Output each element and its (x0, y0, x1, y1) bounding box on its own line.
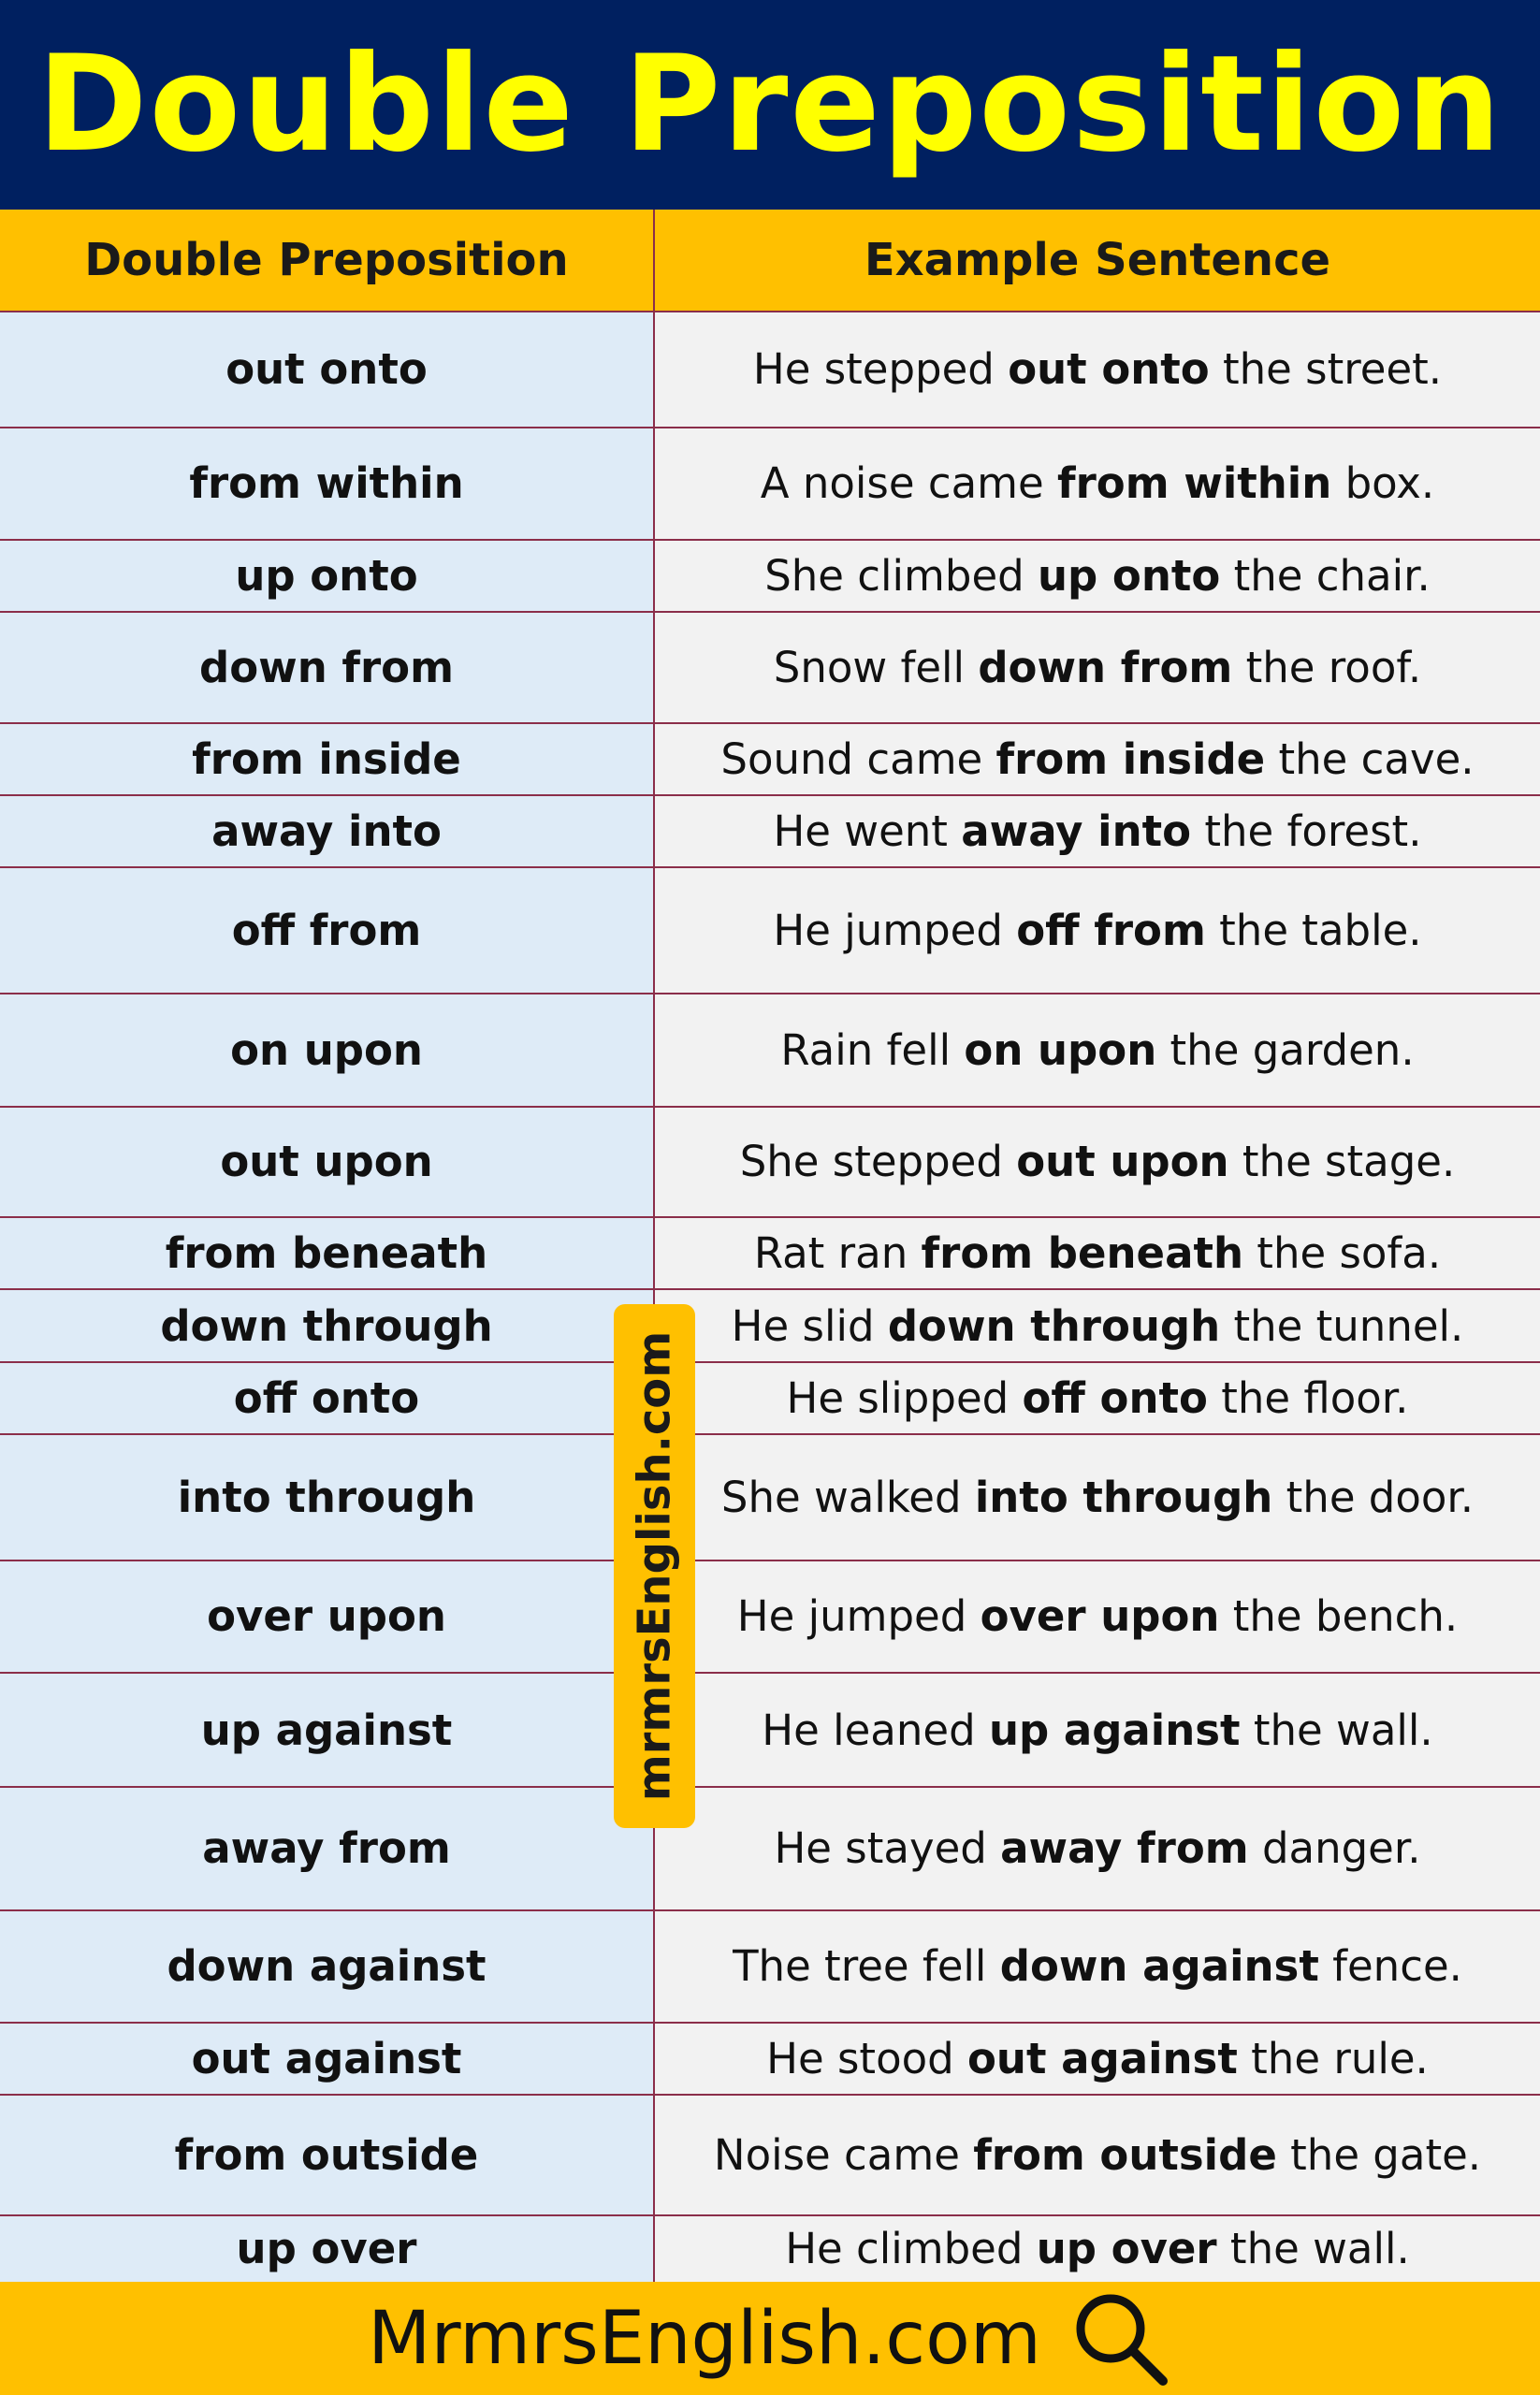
table-row (0, 1674, 1540, 1788)
example-highlight: from beneath (921, 1228, 1243, 1279)
example-cell (655, 1435, 1540, 1560)
preposition-cell: out onto (0, 312, 655, 427)
example-cell (655, 428, 1540, 539)
header-double-preposition: Double Preposition (0, 210, 655, 311)
table-row (0, 1788, 1540, 1911)
example-highlight: over upon (980, 1591, 1220, 1642)
example-cell (655, 724, 1540, 794)
example-cell (655, 1674, 1540, 1786)
table-row (0, 1290, 1540, 1362)
example-cell (655, 1788, 1540, 1909)
table-row (0, 1363, 1540, 1435)
preposition-cell: away from (0, 1788, 655, 1909)
example-after: the wall. (1240, 1705, 1433, 1755)
example-after: the chair. (1220, 551, 1431, 602)
example-before: Snow fell (773, 643, 979, 693)
example-cell (655, 312, 1540, 427)
example-before: He slid (731, 1300, 888, 1351)
preposition-cell: out against (0, 2024, 655, 2094)
example-highlight: up onto (1038, 551, 1221, 602)
example-before: He jumped (736, 1591, 981, 1642)
table-row (0, 2096, 1540, 2215)
preposition-cell: from beneath (0, 1218, 655, 1288)
example-before: She climbed (764, 551, 1038, 602)
example-after: the cave. (1265, 734, 1475, 785)
preposition-cell: away into (0, 796, 655, 866)
table-row (0, 796, 1540, 868)
example-highlight: up over (1036, 2224, 1217, 2274)
preposition-cell: out upon (0, 1108, 655, 1217)
preposition-cell: from outside (0, 2096, 655, 2214)
watermark-badge (614, 1304, 695, 1828)
example-before: He went (773, 806, 962, 857)
example-after: the tunnel. (1220, 1300, 1464, 1351)
example-cell (655, 1108, 1540, 1217)
example-highlight: from outside (973, 2129, 1277, 2180)
example-before: He stayed (774, 1823, 1001, 1874)
preposition-cell: off from (0, 868, 655, 993)
table-row (0, 994, 1540, 1107)
example-highlight: from inside (995, 734, 1266, 785)
table-row (0, 1561, 1540, 1674)
table-row (0, 868, 1540, 994)
example-after: the wall. (1216, 2224, 1410, 2274)
example-after: the forest. (1191, 806, 1422, 857)
example-before: A noise came (760, 458, 1058, 509)
example-cell (655, 2024, 1540, 2094)
example-after: the rule. (1237, 2034, 1429, 2084)
example-before: He leaned (762, 1705, 989, 1755)
table-row (0, 2024, 1540, 2096)
table-row (0, 1435, 1540, 1561)
magnifier-icon (1069, 2287, 1172, 2390)
example-highlight: from within (1057, 458, 1332, 509)
preposition-cell: over upon (0, 1561, 655, 1672)
example-cell (655, 1363, 1540, 1433)
preposition-cell: down against (0, 1911, 655, 2022)
example-highlight: out upon (1016, 1137, 1229, 1187)
footer-banner (0, 2282, 1540, 2395)
example-cell (655, 1561, 1540, 1672)
example-highlight: off from (1016, 906, 1206, 956)
example-highlight: down through (887, 1300, 1221, 1351)
example-before: Sound came (720, 734, 996, 785)
example-cell (655, 796, 1540, 866)
example-before: He slipped (786, 1372, 1023, 1423)
table-row (0, 724, 1540, 796)
example-after: fence. (1318, 1941, 1462, 1992)
example-cell (655, 1290, 1540, 1360)
table-row (0, 1218, 1540, 1290)
example-highlight: out onto (1008, 344, 1210, 395)
example-before: He jumped (773, 906, 1017, 956)
example-before: He stepped (752, 344, 1009, 395)
example-after: the table. (1205, 906, 1422, 956)
preposition-table (0, 210, 1540, 2282)
example-before: Rat ran (753, 1228, 922, 1279)
preposition-cell: on upon (0, 994, 655, 1105)
example-cell (655, 613, 1540, 722)
example-cell (655, 1911, 1540, 2022)
preposition-cell: from within (0, 428, 655, 539)
table-body (0, 312, 1540, 2282)
footer-site: MrmrsEnglish.com (368, 2296, 1041, 2381)
preposition-cell: from inside (0, 724, 655, 794)
example-after: the sofa. (1243, 1228, 1442, 1279)
example-highlight: down against (999, 1941, 1319, 1992)
example-after: danger. (1248, 1823, 1421, 1874)
example-cell (655, 2216, 1540, 2282)
example-cell (655, 868, 1540, 993)
table-row (0, 428, 1540, 541)
example-highlight: down from (978, 643, 1233, 693)
example-after: the stage. (1228, 1137, 1456, 1187)
example-after: the floor. (1207, 1372, 1409, 1423)
table-row (0, 613, 1540, 724)
example-before: She stepped (739, 1137, 1017, 1187)
example-after: the garden. (1156, 1024, 1415, 1075)
example-cell (655, 1218, 1540, 1288)
example-cell (655, 541, 1540, 611)
example-after: the gate. (1276, 2129, 1482, 2180)
example-highlight: out against (967, 2034, 1238, 2084)
example-highlight: away from (1000, 1823, 1249, 1874)
watermark-text: mrmrsEnglish.com (628, 1330, 681, 1802)
example-after: the roof. (1232, 643, 1422, 693)
example-before: He stood (766, 2034, 968, 2084)
example-highlight: into through (974, 1472, 1273, 1522)
example-after: the bench. (1219, 1591, 1459, 1642)
example-before: Rain fell (780, 1024, 965, 1075)
table-row (0, 312, 1540, 428)
example-before: He climbed (785, 2224, 1037, 2274)
example-after: box. (1331, 458, 1435, 509)
table-row (0, 1108, 1540, 1219)
preposition-cell: down from (0, 613, 655, 722)
table-row (0, 1911, 1540, 2024)
header-example-sentence: Example Sentence (864, 234, 1331, 286)
page-title: Double Preposition (36, 27, 1504, 181)
example-highlight: up against (988, 1705, 1241, 1755)
preposition-cell: into through (0, 1435, 655, 1560)
preposition-cell: up over (0, 2216, 655, 2282)
example-highlight: away into (961, 806, 1192, 857)
preposition-cell: up against (0, 1674, 655, 1786)
example-highlight: off onto (1022, 1372, 1208, 1423)
example-highlight: on upon (964, 1024, 1157, 1075)
header-banner (0, 0, 1540, 210)
table-header (0, 210, 1540, 312)
preposition-cell: down through (0, 1290, 655, 1360)
preposition-cell: off onto (0, 1363, 655, 1433)
example-before: Noise came (713, 2129, 974, 2180)
example-after: the door. (1272, 1472, 1475, 1522)
preposition-cell: up onto (0, 541, 655, 611)
example-after: the street. (1209, 344, 1443, 395)
example-cell (655, 2096, 1540, 2214)
example-cell (655, 994, 1540, 1105)
table-row (0, 2216, 1540, 2282)
example-before: The tree fell (733, 1941, 1000, 1992)
table-row (0, 541, 1540, 613)
example-before: She walked (720, 1472, 975, 1522)
